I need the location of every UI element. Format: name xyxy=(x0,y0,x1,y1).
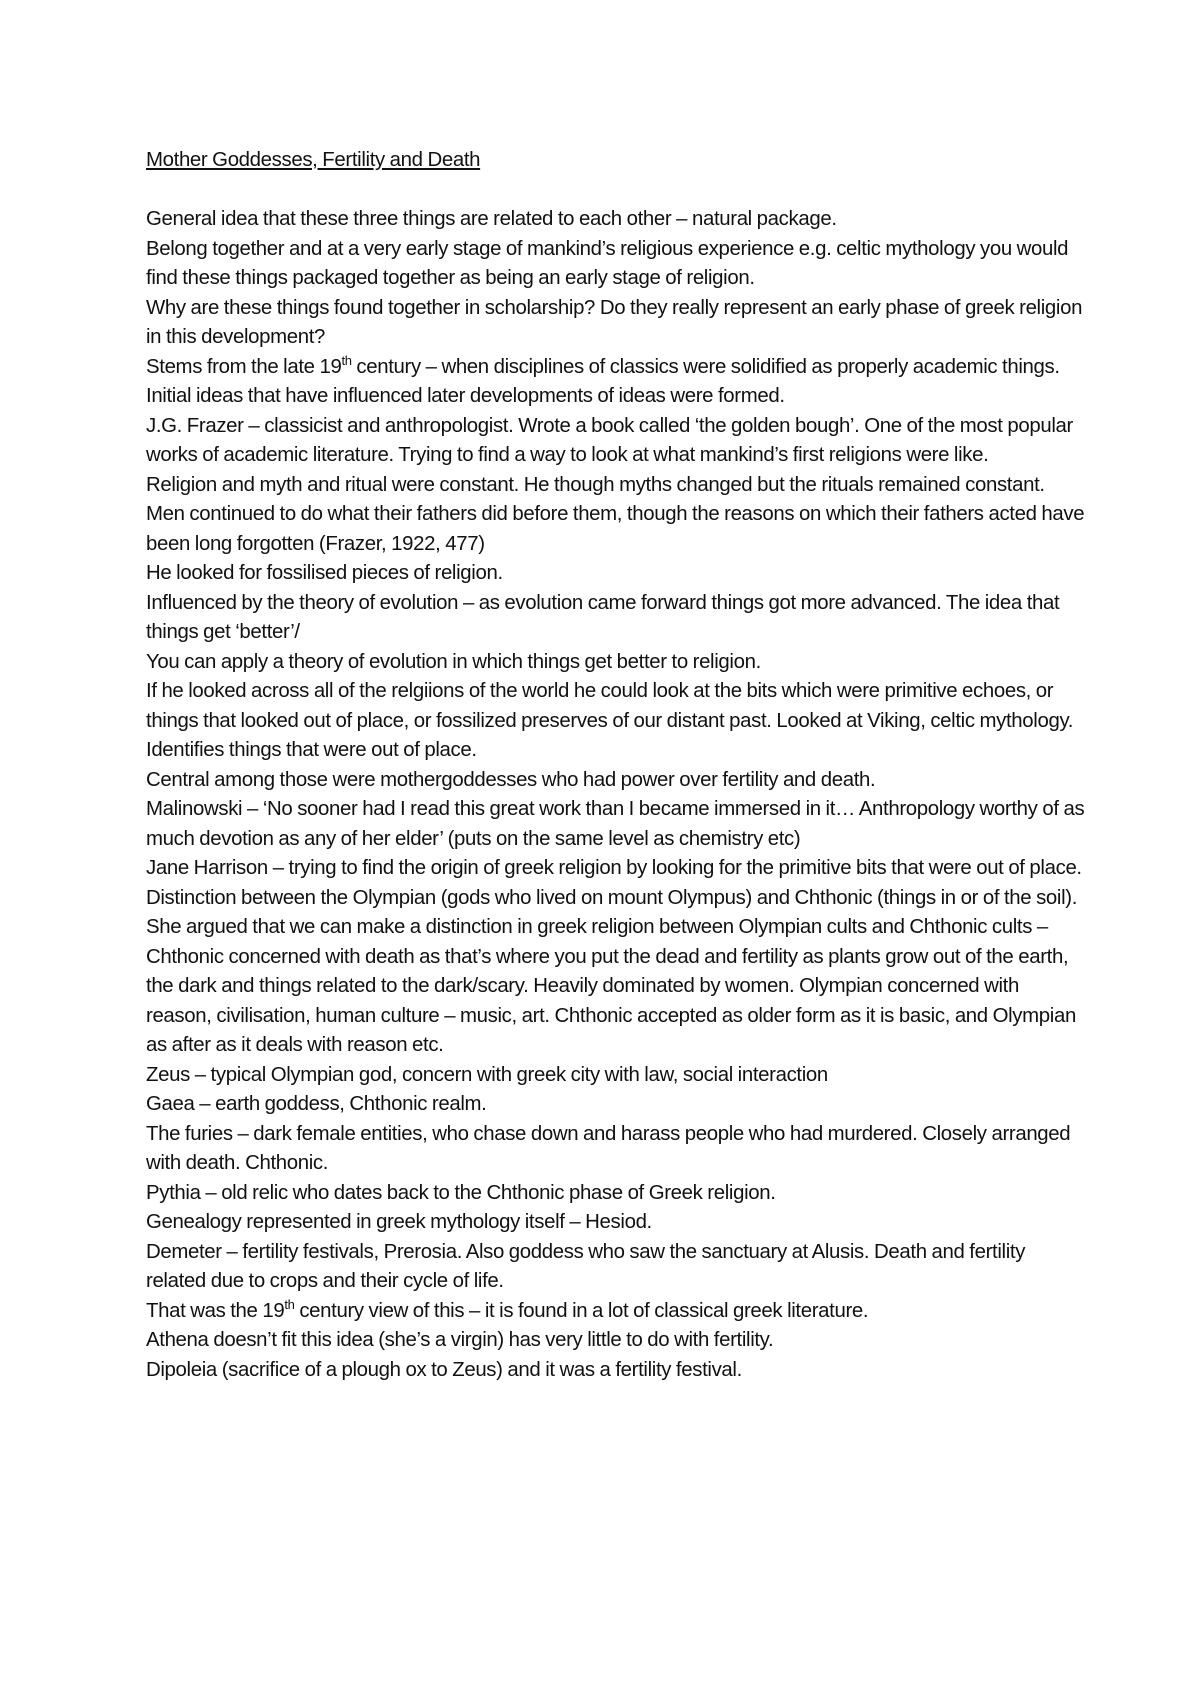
paragraph: Athena doesn’t fit this idea (she’s a virgin) has very little to do with fertility. xyxy=(146,1329,774,1351)
paragraph: Genealogy represented in greek mythology itself – Hesiod. xyxy=(146,1211,652,1233)
paragraph xyxy=(146,353,1086,412)
paragraph: J.G. Frazer – classicist and anthropologist. Wrote a book called ‘the golden bough’. One of the most popular works of academic literature. Trying to find a way to look at what mankind’s first religions were like. xyxy=(146,414,1073,466)
paragraph: You can apply a theory of evolution in which things get better to religion. xyxy=(146,650,761,673)
document-title: Mother Goddesses, Fertility and Death xyxy=(146,149,481,171)
paragraph: If he looked across all of the relgiions of the world he could look at the bits which were primitive echoes, or things that looked out of place, or fossilized preserves of our distant past. Looked at Viking, celtic mythology. Identifies things that were out of place. xyxy=(146,680,1074,761)
paragraph: She argued that we can make a distinction in greek religion between Olympian cults and Chthonic cults – Chthonic concerned with death as that’s where you put the dead and fertility as plants grow out of the earth, the dark and things related to the dark/scary. Heavily dominated by women. Olympian concerned with reason, civilisation, human culture – music, art. Chthonic accepted as older form as it is basic, and Olympian as after as it deals with reason etc. xyxy=(146,916,1076,1056)
paragraph: Influenced by the theory of evolution – as evolution came forward things got more advanced. The idea that things get ‘better’/ xyxy=(146,591,1060,643)
paragraph: Central among those were mothergoddesses who had power over fertility and death. xyxy=(146,768,876,791)
paragraph: Distinction between the Olympian (gods who lived on mount Olympus) and Chthonic (things in or of the soil). xyxy=(146,886,1078,909)
superscript: th xyxy=(284,1296,295,1312)
paragraph xyxy=(146,1297,1086,1327)
paragraph: Pythia – old relic who dates back to the Chthonic phase of Greek religion. xyxy=(146,1181,776,1204)
paragraph: He looked for fossilised pieces of religion. xyxy=(146,562,503,584)
paragraph-text: century view of this – it is found in a lot of classical greek literature. xyxy=(294,1299,869,1322)
paragraph: Religion and myth and ritual were constant. He though myths changed but the rituals remained constant. Men continued to do what their fathers did before them, though the reasons on which their fathers acted have been long forgotten (Frazer, 1922, 477) xyxy=(146,473,1085,555)
paragraph-text: That was the 19 xyxy=(146,1299,285,1322)
paragraph: The furies – dark female entities, who chase down and harass people who had murdered. Closely arranged with death. Chthonic. xyxy=(146,1122,1071,1174)
paragraph: Zeus – typical Olympian god, concern with greek city with law, social interaction xyxy=(146,1063,828,1086)
paragraph: Jane Harrison – trying to find the origin of greek religion by looking for the primitive bits that were out of place. xyxy=(146,857,1082,879)
paragraph-text: Stems from the late 19 xyxy=(146,355,342,378)
paragraph: Gaea – earth goddess, Chthonic realm. xyxy=(146,1093,487,1115)
paragraph: Dipoleia (sacrifice of a plough ox to Zeus) and it was a fertility festival. xyxy=(146,1358,742,1381)
paragraph-text: century – when disciplines of classics were solidified as properly academic things. Initial ideas that have influenced later developments of ideas were formed. xyxy=(146,355,1060,407)
paragraph: Why are these things found together in scholarship? Do they really represent an early phase of greek religion in this development? xyxy=(146,296,1083,348)
superscript: th xyxy=(341,352,352,368)
document-body xyxy=(146,146,1086,1385)
paragraph: Demeter – fertility festivals, Prerosia. Also goddess who saw the sanctuary at Alusis. Death and fertility related due to crops and their cycle of life. xyxy=(146,1240,1026,1292)
paragraph: Belong together and at a very early stage of mankind’s religious experience e.g. celtic mythology you would find these things packaged together as being an early stage of religion. xyxy=(146,237,1069,289)
paragraph: Malinowski – ‘No sooner had I read this great work than I became immersed in it… Anthropology worthy of as much devotion as any of her elder’ (puts on the same level as chemistry etc) xyxy=(146,798,1085,850)
paragraph: General idea that these three things are related to each other – natural package. xyxy=(146,208,837,230)
